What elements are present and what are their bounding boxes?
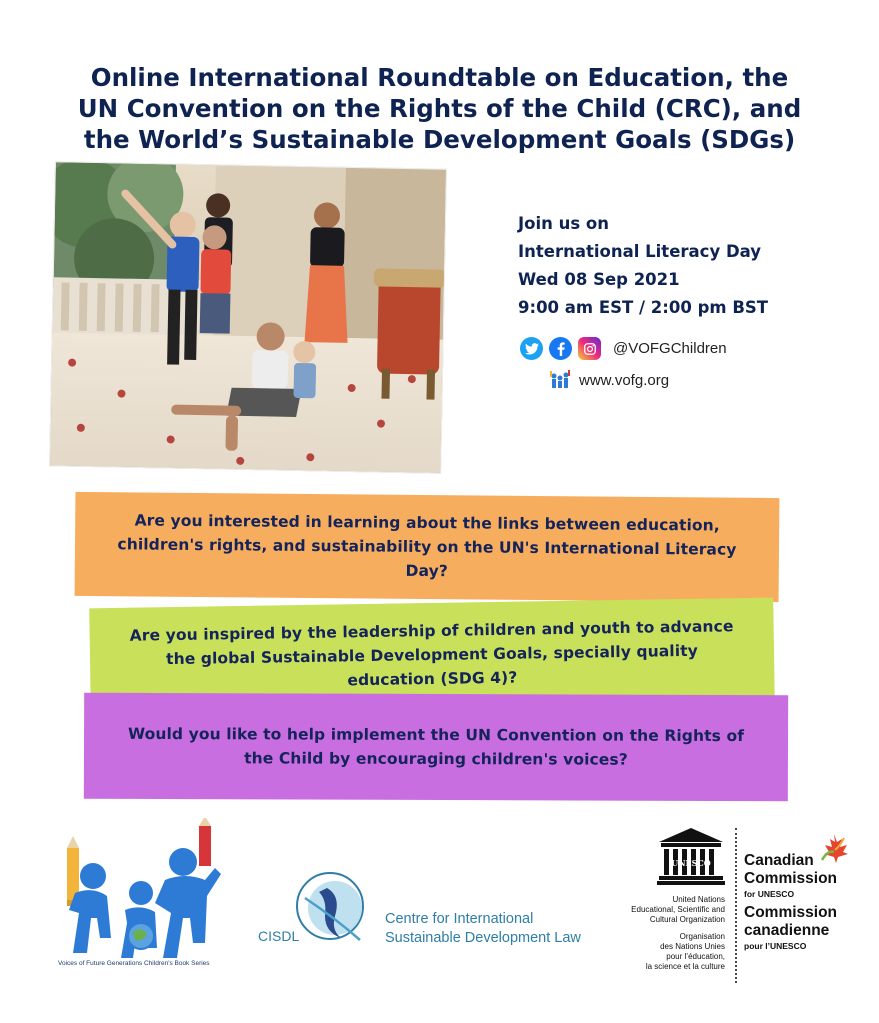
event-occasion: International Literacy Day bbox=[518, 242, 762, 261]
ccu-en-line-1: Canadian bbox=[744, 852, 814, 869]
question-banner-crc bbox=[84, 693, 788, 801]
social-handle[interactable]: @VOFGChildren bbox=[613, 340, 727, 357]
event-time: 9:00 am EST / 2:00 pm BST bbox=[518, 298, 769, 317]
social-links bbox=[520, 337, 727, 360]
instagram-icon[interactable] bbox=[578, 337, 601, 360]
unesco-english-name bbox=[631, 895, 725, 925]
website-url[interactable]: www.vofg.org bbox=[579, 371, 670, 389]
unesco-fr-line-3: pour l’éducation, bbox=[666, 952, 725, 961]
question-banner-literacy bbox=[75, 492, 780, 602]
vofg-caption: Voices of Future Generations Children's Book Series bbox=[58, 960, 210, 967]
unesco-fr-line-4: la science et la culture bbox=[645, 962, 725, 971]
unesco-mark-text: UNESCO bbox=[671, 858, 711, 868]
vofg-logo bbox=[45, 818, 230, 973]
ccu-en-line-2: Commission bbox=[744, 870, 838, 887]
twitter-icon[interactable] bbox=[520, 337, 543, 360]
website-link[interactable] bbox=[549, 370, 669, 390]
title-line-3: the World’s Sustainable Development Goals (SDGs) bbox=[83, 125, 796, 154]
photo-illustration bbox=[50, 162, 447, 473]
cisdl-name-line-2: Sustainable Development Law bbox=[385, 930, 581, 946]
ccu-fr-sub: pour l’UNESCO bbox=[744, 941, 807, 951]
unesco-fr-line-1: Organisation bbox=[679, 932, 725, 941]
logo-divider bbox=[735, 828, 737, 983]
question-text-1: Are you interested in learning about the links between education, children's rights, and sustainability on the UN's International Literacy Day? bbox=[117, 511, 737, 581]
ccu-fr-line-2: canadienne bbox=[744, 922, 830, 939]
cisdl-name-line-1: Centre for International bbox=[385, 911, 534, 927]
cisdl-abbreviation: CISDL bbox=[258, 928, 300, 944]
vofg-mini-logo-icon bbox=[549, 370, 571, 390]
facebook-icon[interactable] bbox=[549, 337, 572, 360]
cisdl-full-name bbox=[385, 910, 581, 948]
unesco-fr-line-2: des Nations Unies bbox=[660, 942, 725, 951]
unesco-en-line-3: Cultural Organization bbox=[649, 915, 725, 924]
unesco-en-line-2: Educational, Scientific and bbox=[631, 905, 725, 914]
question-text-2: Are you inspired by the leadership of children and youth to advance the global Sustainable Development Goals, specially quality education (SDG 4)? bbox=[129, 616, 734, 689]
question-text-3: Would you like to help implement the UN Convention on the Rights of the Child by encouraging children's voices? bbox=[127, 724, 745, 769]
event-intro: Join us on bbox=[518, 214, 610, 233]
unesco-en-line-1: United Nations bbox=[672, 895, 725, 904]
unesco-temple-logo bbox=[655, 826, 727, 886]
ccu-en-sub: for UNESCO bbox=[744, 889, 795, 899]
canadian-commission-logo bbox=[744, 852, 837, 956]
event-details bbox=[518, 210, 768, 322]
unesco-french-name bbox=[646, 932, 725, 972]
event-date: Wed 08 Sep 2021 bbox=[518, 270, 680, 289]
page-title bbox=[40, 62, 839, 155]
title-line-1: Online International Roundtable on Education, the bbox=[90, 63, 789, 92]
children-group-photo bbox=[49, 161, 447, 473]
title-line-2: UN Convention on the Rights of the Child (CRC), and bbox=[77, 94, 802, 123]
ccu-fr-line-1: Commission bbox=[744, 904, 838, 921]
